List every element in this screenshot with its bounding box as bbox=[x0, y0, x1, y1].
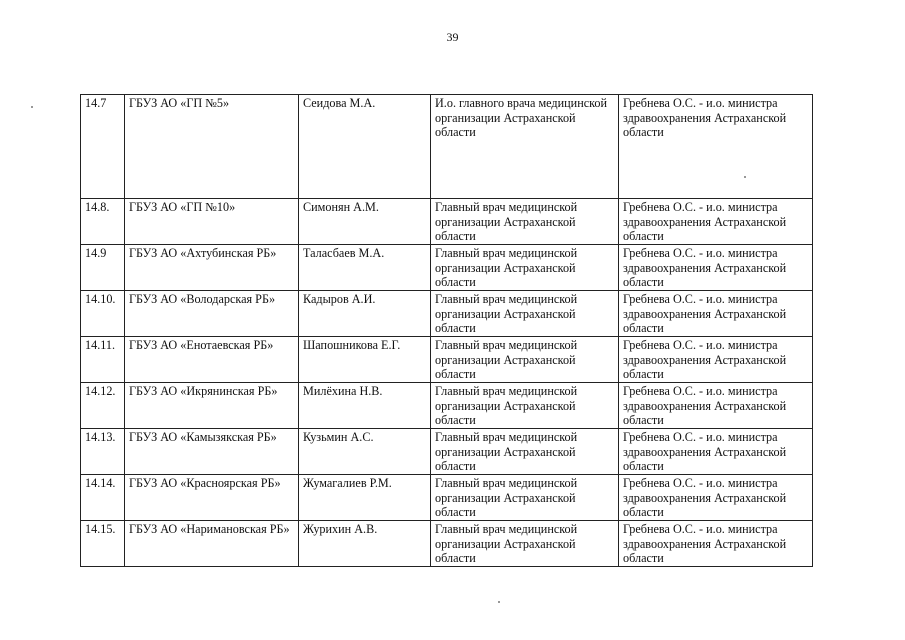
row-number: 14.13. bbox=[81, 429, 125, 475]
row-number: 14.9 bbox=[81, 245, 125, 291]
position: Главный врач медицинской организации Астраханской области bbox=[431, 521, 619, 567]
curator: Гребнева О.С. - и.о. министра здравоохранения Астраханской области bbox=[619, 383, 813, 429]
position: Главный врач медицинской организации Астраханской области bbox=[431, 291, 619, 337]
curator: Гребнева О.С. - и.о. министра здравоохранения Астраханской области bbox=[619, 337, 813, 383]
person-name: Симонян А.М. bbox=[299, 199, 431, 245]
curator: Гребнева О.С. - и.о. министра здравоохранения Астраханской области bbox=[619, 199, 813, 245]
row-number: 14.12. bbox=[81, 383, 125, 429]
row-number: 14.10. bbox=[81, 291, 125, 337]
position: Главный врач медицинской организации Астраханской области bbox=[431, 475, 619, 521]
page-number: 39 bbox=[446, 30, 459, 44]
row-number: 14.8. bbox=[81, 199, 125, 245]
organization: ГБУЗ АО «Икрянинская РБ» bbox=[125, 383, 299, 429]
position: И.о. главного врача медицинской организации Астраханской области bbox=[431, 95, 619, 199]
organization: ГБУЗ АО «Енотаевская РБ» bbox=[125, 337, 299, 383]
row-number: 14.15. bbox=[81, 521, 125, 567]
curator: Гребнева О.С. - и.о. министра здравоохранения Астраханской области bbox=[619, 521, 813, 567]
person-name: Жумагалиев Р.М. bbox=[299, 475, 431, 521]
table-row bbox=[81, 95, 813, 199]
table-row bbox=[81, 429, 813, 475]
organization: ГБУЗ АО «Володарская РБ» bbox=[125, 291, 299, 337]
table-row bbox=[81, 291, 813, 337]
curator: Гребнева О.С. - и.о. министра здравоохранения Астраханской области bbox=[619, 429, 813, 475]
table-row bbox=[81, 337, 813, 383]
scan-speck bbox=[498, 601, 500, 603]
organization: ГБУЗ АО «Ахтубинская РБ» bbox=[125, 245, 299, 291]
table-row bbox=[81, 521, 813, 567]
position: Главный врач медицинской организации Астраханской области bbox=[431, 383, 619, 429]
organization: ГБУЗ АО «Красноярская РБ» bbox=[125, 475, 299, 521]
scan-speck bbox=[31, 106, 33, 108]
curator: Гребнева О.С. - и.о. министра здравоохранения Астраханской области bbox=[619, 245, 813, 291]
curator: Гребнева О.С. - и.о. министра здравоохранения Астраханской области bbox=[619, 475, 813, 521]
curator: Гребнева О.С. - и.о. министра здравоохранения Астраханской области bbox=[619, 95, 813, 199]
person-name: Таласбаев М.А. bbox=[299, 245, 431, 291]
position: Главный врач медицинской организации Астраханской области bbox=[431, 245, 619, 291]
row-number: 14.11. bbox=[81, 337, 125, 383]
organization: ГБУЗ АО «Камызякская РБ» bbox=[125, 429, 299, 475]
position: Главный врач медицинской организации Астраханской области bbox=[431, 199, 619, 245]
officials-table bbox=[80, 94, 813, 567]
organization: ГБУЗ АО «Наримановская РБ» bbox=[125, 521, 299, 567]
position: Главный врач медицинской организации Астраханской области bbox=[431, 337, 619, 383]
curator: Гребнева О.С. - и.о. министра здравоохранения Астраханской области bbox=[619, 291, 813, 337]
person-name: Сеидова М.А. bbox=[299, 95, 431, 199]
person-name: Кузьмин А.С. bbox=[299, 429, 431, 475]
table-row bbox=[81, 199, 813, 245]
person-name: Кадыров А.И. bbox=[299, 291, 431, 337]
organization: ГБУЗ АО «ГП №5» bbox=[125, 95, 299, 199]
table-row bbox=[81, 245, 813, 291]
table-row bbox=[81, 383, 813, 429]
table-row bbox=[81, 475, 813, 521]
row-number: 14.14. bbox=[81, 475, 125, 521]
organization: ГБУЗ АО «ГП №10» bbox=[125, 199, 299, 245]
person-name: Журихин А.В. bbox=[299, 521, 431, 567]
person-name: Шапошникова Е.Г. bbox=[299, 337, 431, 383]
position: Главный врач медицинской организации Астраханской области bbox=[431, 429, 619, 475]
row-number: 14.7 bbox=[81, 95, 125, 199]
person-name: Милёхина Н.В. bbox=[299, 383, 431, 429]
